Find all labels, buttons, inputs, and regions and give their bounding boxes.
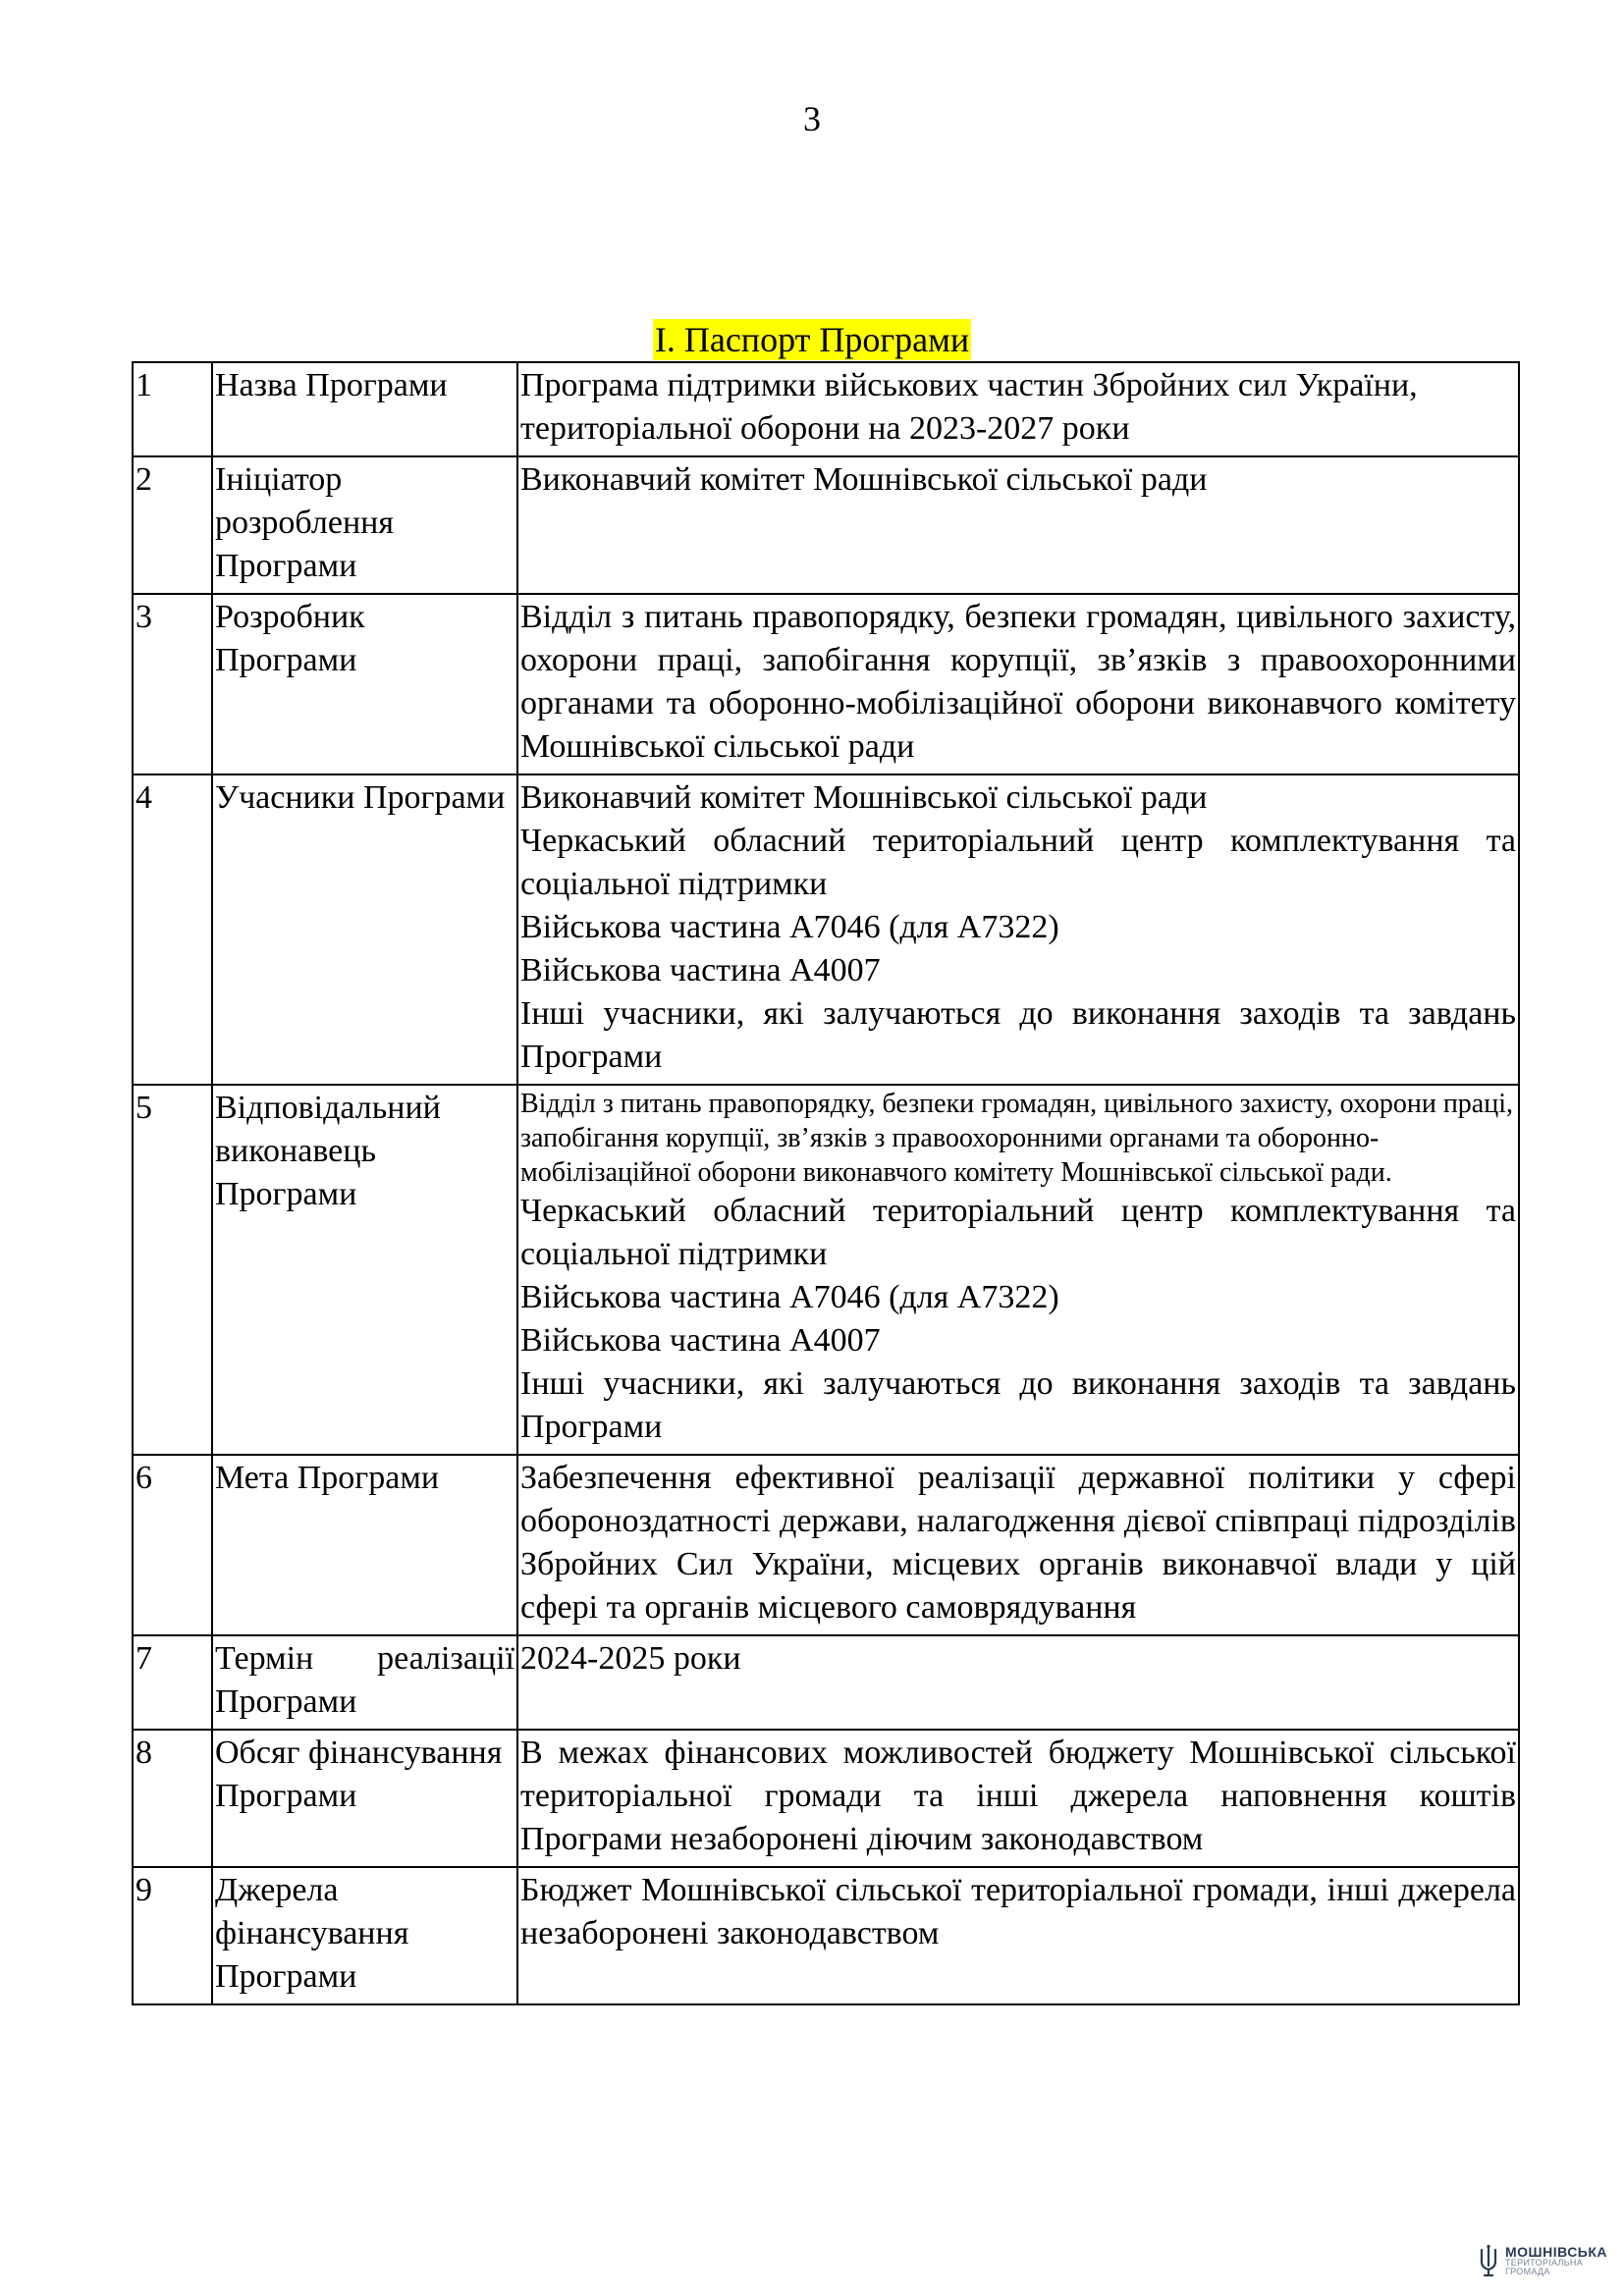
table-row xyxy=(133,1867,1519,2004)
row-number: 7 xyxy=(133,1635,212,1730)
table-row xyxy=(133,774,1519,1085)
value-paragraph-small: Відділ з питань правопорядку, безпеки громадян, цивільного захисту, охорони праці, запобігання корупції, зв’язків з правоохоронними органами та оборонно-мобілізаційної оборони виконавчого комітету Мошнівської сільської ради. xyxy=(520,1089,1513,1188)
row-value xyxy=(517,1635,1519,1730)
row-label-word: Термін xyxy=(215,1640,314,1677)
row-value xyxy=(517,1085,1519,1455)
page-number: 3 xyxy=(803,99,821,138)
value-paragraph: Військова частина А7046 (для А7322) xyxy=(520,1279,1059,1315)
row-number: 4 xyxy=(133,774,212,1085)
value-paragraph: Бюджет Мошнівської сільської територіальної громади, інші джерела незаборонені законодавством xyxy=(520,1872,1516,1951)
row-number: 1 xyxy=(133,362,212,456)
value-paragraph: Військова частина А4007 xyxy=(520,952,881,988)
table-row xyxy=(133,1730,1519,1867)
row-label: Джерела фінансування Програми xyxy=(212,1867,517,2004)
row-value xyxy=(517,1730,1519,1867)
value-paragraph: В межах фінансових можливостей бюджету Мошнівської сільської територіальної громади та інші джерела наповнення коштів Програми незаборонені діючим законодавством xyxy=(520,1735,1516,1857)
row-value xyxy=(517,594,1519,774)
row-number: 5 xyxy=(133,1085,212,1455)
value-paragraph: Інші учасники, які залучаються до виконання заходів та завдань Програми xyxy=(520,995,1516,1075)
logo-text xyxy=(1505,2245,1607,2276)
table-row xyxy=(133,1635,1519,1730)
value-paragraph: Черкаський обласний територіальний центр комплектування та соціальної підтримки xyxy=(520,1193,1516,1272)
row-label: Обсяг фінансування Програми xyxy=(212,1730,517,1867)
row-label: Розробник Програми xyxy=(212,594,517,774)
row-label: Ініціатор розроблення Програми xyxy=(212,456,517,594)
logo-line: ГРОМАДА xyxy=(1505,2267,1550,2276)
row-label: Назва Програми xyxy=(212,362,517,456)
row-label-line: Програми xyxy=(215,1683,357,1720)
row-value xyxy=(517,1867,1519,2004)
table-row xyxy=(133,1455,1519,1635)
row-number: 8 xyxy=(133,1730,212,1867)
section-title-wrap xyxy=(0,319,1624,360)
row-value xyxy=(517,362,1519,456)
table-row xyxy=(133,1085,1519,1455)
section-title: І. Паспорт Програми xyxy=(654,320,970,359)
value-paragraph: Відділ з питань правопорядку, безпеки громадян, цивільного захисту, охорони праці, запобігання корупції, зв’язків з правоохоронними органами та оборонно-мобілізаційної оборони виконавчого комітету Мошнівської сільської ради xyxy=(520,599,1516,765)
row-label-word: реалізації xyxy=(377,1640,514,1677)
value-paragraph: Військова частина А7046 (для А7322) xyxy=(520,909,1059,945)
row-number: 6 xyxy=(133,1455,212,1635)
value-paragraph: Забезпечення ефективної реалізації державної політики у сфері обороноздатності держави, налагодження дієвої співпраці підрозділів Збройних Сил України, місцевих органів виконавчої влади у цій сфері та органів місцевого самоврядування xyxy=(520,1460,1516,1626)
value-paragraph: Виконавчий комітет Мошнівської сільської ради xyxy=(520,461,1208,498)
value-paragraph: Черкаський обласний територіальний центр комплектування та соціальної підтримки xyxy=(520,823,1516,902)
logo-line: ТЕРИТОРІАЛЬНА xyxy=(1505,2258,1583,2268)
row-value xyxy=(517,456,1519,594)
value-paragraph: Військова частина А4007 xyxy=(520,1322,881,1359)
table-row xyxy=(133,362,1519,456)
row-number: 9 xyxy=(133,1867,212,2004)
passport-table xyxy=(132,361,1520,2005)
value-paragraph: 2024-2025 роки xyxy=(520,1640,741,1677)
value-paragraph: Інші учасники, які залучаються до виконання заходів та завдань Програми xyxy=(520,1365,1516,1445)
value-paragraph: Виконавчий комітет Мошнівської сільської ради xyxy=(520,779,1208,816)
row-number: 3 xyxy=(133,594,212,774)
logo-line: МОШНІВСЬКА xyxy=(1505,2244,1608,2260)
row-value xyxy=(517,1455,1519,1635)
row-number: 2 xyxy=(133,456,212,594)
community-logo xyxy=(1478,2234,1620,2287)
row-label-line xyxy=(215,1637,514,1681)
row-label: Мета Програми xyxy=(212,1455,517,1635)
row-value xyxy=(517,774,1519,1085)
row-label: Учасники Програми xyxy=(212,774,517,1085)
trident-icon xyxy=(1478,2244,1499,2277)
row-label xyxy=(212,1635,517,1730)
value-paragraph: Програма підтримки військових частин Збройних сил України, територіальної оборони на 2023-2027 роки xyxy=(520,367,1418,447)
row-label: Відповідальний виконавець Програми xyxy=(212,1085,517,1455)
table-row xyxy=(133,456,1519,594)
table-row xyxy=(133,594,1519,774)
